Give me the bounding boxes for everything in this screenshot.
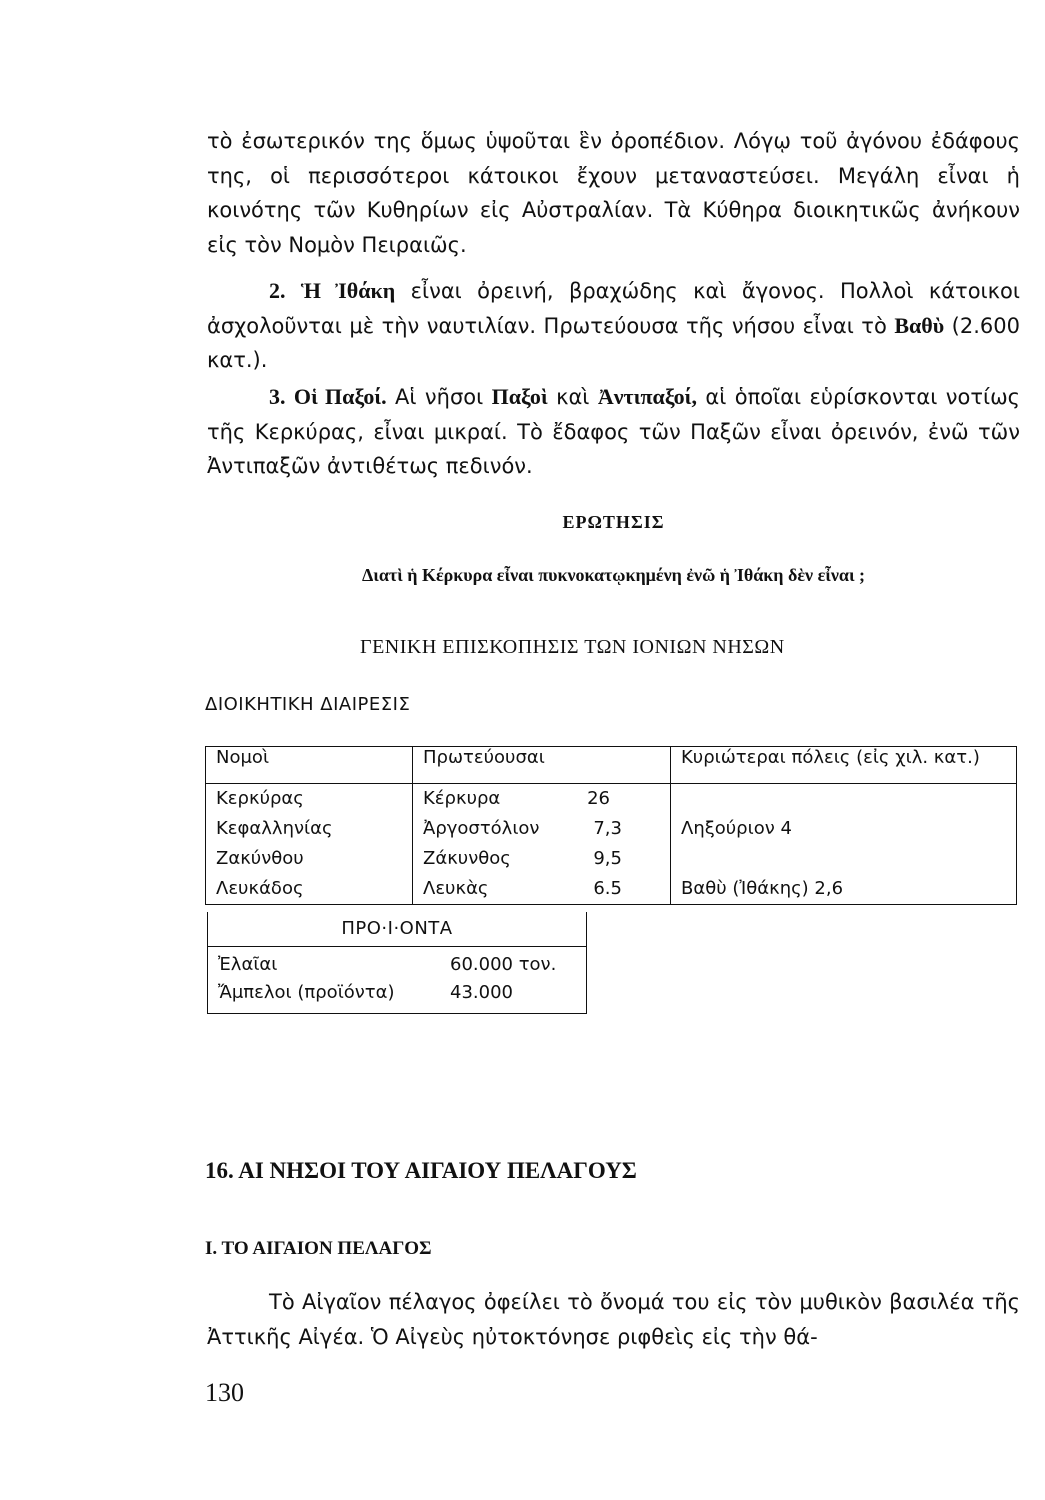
product-value: 60.000 τον. — [450, 954, 557, 975]
products-list — [208, 947, 586, 1013]
overview-title: ΓΕΝΙΚΗ ΕΠΙΣΚΟΠΗΣΙΣ ΤΩΝ ΙΟΝΙΩΝ ΝΗΣΩΝ — [360, 636, 785, 658]
paragraph-text: (2.600 κατ.). — [207, 313, 1020, 372]
header-cell: Κυριώτεραι πόλεις (εἰς χιλ. κατ.) — [671, 747, 1017, 784]
paragraph-text: Τὸ Αἰγαῖον πέλαγος ὀφείλει τὸ ὄνομά του εἰς τὸν μυθικὸν βασιλέα τῆς Ἀττικῆς Αἰγέα. Ὁ Αἰγεὺς ηὐτοκτόνησε ριφθεὶς εἰς τὴν θά- — [207, 1290, 1020, 1349]
towns-cell — [671, 784, 1017, 905]
table-header-row — [206, 747, 1017, 784]
capital-value: 9,5 — [593, 848, 622, 869]
capital-row — [423, 874, 660, 904]
capital-name: Ἀργοστόλιον — [423, 818, 540, 839]
capital-row — [423, 844, 660, 874]
prefecture: Κερκύρας — [216, 788, 304, 809]
capital-row — [423, 814, 660, 844]
table-body-row — [206, 784, 1017, 905]
paragraph-paxoi — [207, 380, 1020, 484]
prefecture: Λευκάδος — [216, 878, 304, 899]
island-name: Παξοὶ — [491, 384, 548, 409]
prefecture: Κεφαλληνίας — [216, 818, 333, 839]
capital-row — [423, 784, 660, 814]
town: Ληξούριον 4 — [681, 818, 792, 839]
section-title: 16. ΑΙ ΝΗΣΟΙ ΤΟΥ ΑΙΓΑΙΟΥ ΠΕΛΑΓΟΥΣ — [205, 1158, 637, 1183]
capitals-cell — [413, 784, 671, 905]
product-value: 43.000 — [450, 982, 513, 1003]
paragraph-text: αἱ ὁποῖαι εὑρίσκονται νοτίως τῆς Κερκύρας, εἶναι μικραί. Τὸ ἔδαφος τῶν Παξῶν εἶναι ὀρεινόν, ἐνῶ τῶν Ἀντιπαξῶν ἀντιθέτως πεδινόν. — [207, 385, 1020, 478]
product-name: Ἄμπελοι (προϊόντα) — [218, 982, 395, 1003]
island-name-paxoi: Οἱ Παξοί. — [293, 384, 387, 409]
paragraph-text: εἶναι ὀρεινή, βραχώδης καὶ ἄγονος. Πολλοὶ κάτοικοι ἀσχολοῦνται μὲ τὴν ναυτιλίαν. Πρωτεύουσα τῆς νήσου εἶναι τὸ — [207, 279, 1020, 338]
capital-value: 6.5 — [593, 878, 622, 899]
header-cell: Πρωτεύουσαι — [413, 747, 671, 784]
capital-name: Ζάκυνθος — [423, 848, 511, 869]
section-subtitle: Ι. ΤΟ ΑΙΓΑΙΟΝ ΠΕΛΑΓΟΣ — [205, 1238, 432, 1259]
item-number: 2. — [269, 278, 286, 303]
paragraph-text: καὶ — [547, 385, 598, 409]
overview-subtitle: ΔΙΟΙΚΗΤΙΚΗ ΔΙΑΙΡΕΣΙΣ — [205, 694, 411, 715]
prefectures-cell — [206, 784, 413, 905]
prefecture: Ζακύνθου — [216, 848, 304, 869]
paragraph-text: Αἱ νῆσοι — [386, 385, 492, 409]
product-name: Ἐλαῖαι — [218, 954, 278, 975]
paragraph-ithaca — [207, 274, 1020, 378]
town: Βαθὺ (Ἰθάκης) 2,6 — [681, 878, 844, 899]
town — [681, 784, 1006, 814]
ionian-islands-table — [205, 746, 1017, 905]
page-number: 130 — [205, 1378, 244, 1407]
header-cell: Νομοὶ — [206, 747, 413, 784]
question-text: Διατὶ ἡ Κέρκυρα εἶναι πυκνοκατῳκημένη ἐνῶ ἡ Ἰθάκη δὲν εἶναι ; — [361, 565, 866, 585]
capital-value: 7,3 — [593, 818, 622, 839]
questions-title: ΕΡΩΤΗΣΙΣ — [562, 512, 665, 532]
product-row — [218, 979, 572, 1007]
island-name: Ἀντιπαξοί, — [597, 384, 698, 409]
capital-name: Λευκὰς — [423, 878, 489, 899]
capital-name-vathy: Βαθὺ — [894, 312, 945, 338]
town — [681, 844, 1006, 874]
products-box — [207, 912, 587, 1014]
item-number: 3. — [269, 384, 286, 409]
island-name-ithaca: Ἡ Ἰθάκη — [300, 278, 396, 303]
product-row — [218, 951, 572, 979]
capital-value: 26 — [587, 788, 610, 809]
paragraph-text: τὸ ἐσωτερικόν της ὅμως ὑψοῦται ἓν ὀροπέδιον. Λόγῳ τοῦ ἀγόνου ἐδάφους της, οἱ περισσότεροι κάτοικοι ἔχουν μεταναστεύσει. Μεγάλη εἶναι ἡ κοινότης τῶν Κυθηρίων εἰς Αὐστραλίαν. Τὰ Κύθηρα διοικητικῶς ἀνήκουν εἰς τὸν Νομὸν Πειραιῶς. — [207, 129, 1020, 257]
products-title: ΠΡΟ·Ι·ΟΝΤΑ — [208, 912, 586, 947]
capital-name: Κέρκυρα — [423, 788, 501, 809]
paragraph-kythira — [207, 124, 1020, 262]
paragraph-aegean — [207, 1285, 1020, 1354]
